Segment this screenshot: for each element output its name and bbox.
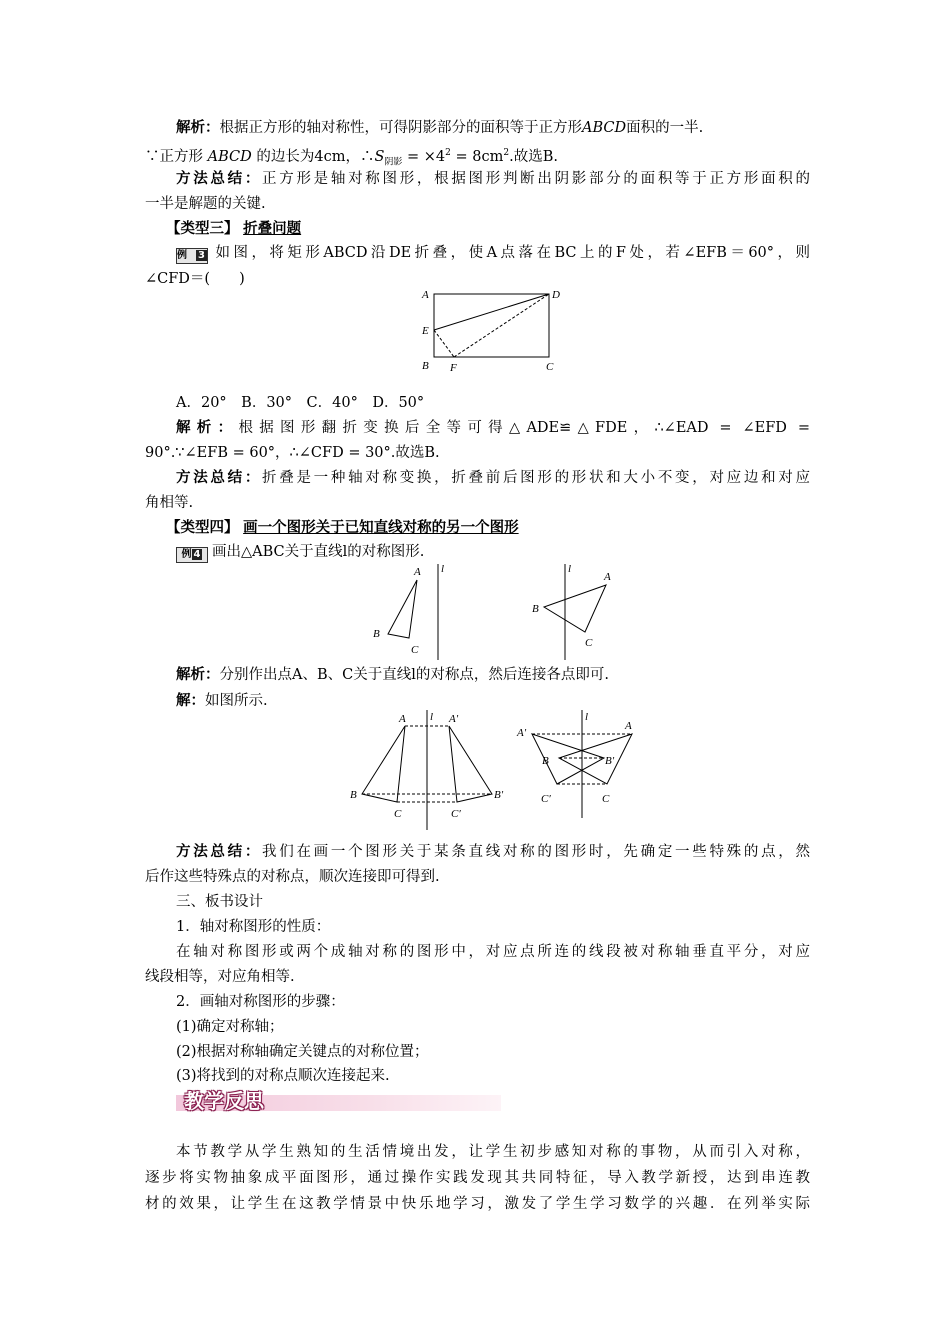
type4-question: 例 4 画出△ABC关于直线l的对称图形. (176, 540, 810, 564)
board-item2: 2．画轴对称图形的步骤： (176, 994, 345, 1010)
triangle-figure-2 (520, 560, 630, 660)
crease-de (434, 294, 549, 330)
type3-question-line2: ∠CFD＝( ) (145, 271, 245, 287)
label-a: A (625, 720, 632, 732)
label-l: l (430, 711, 434, 723)
triangle-abc (362, 726, 405, 802)
label-c: C (411, 644, 419, 656)
label-a-prime: A′ (449, 713, 459, 725)
label-f: F (450, 362, 457, 374)
label-l: l (441, 563, 445, 575)
label-c: C (394, 808, 402, 820)
label-c: C (546, 361, 554, 373)
example-tag: 例 4 (176, 547, 208, 563)
label-d: D (552, 289, 560, 301)
label-a: A (414, 566, 421, 578)
type4-summary-line1: 方法总结：我们在画一个图形关于某条直线对称的图形时，先确定一些特殊的点，然 (176, 843, 811, 860)
label-c: C (602, 793, 610, 805)
label-c: C (585, 637, 593, 649)
type3-heading: 【类型三】 折叠问题 (166, 220, 302, 237)
triangle-abc (388, 580, 417, 638)
label-a: A (604, 571, 611, 583)
type3-question-line1: 例 3 如图，将矩形ABCD沿DE折叠，使A点落在BC上的F处，若∠EFB＝60°，则 (176, 241, 810, 265)
label-b: B (350, 789, 357, 801)
board-item1: 1．轴对称图形的性质： (176, 919, 331, 935)
board-step1: (1)确定对称轴； (176, 1019, 284, 1035)
label-l: l (568, 563, 572, 575)
type3-analysis-line1: 解析：根据图形翻折变换后全等可得△ADE≌△FDE，∴∠EAD = ∠EFD = (176, 419, 810, 436)
type3-summary-line2: 角相等. (145, 495, 194, 511)
board-step3: (3)将找到的对称点顺次连接起来. (176, 1068, 390, 1084)
reflection-banner (176, 1087, 501, 1117)
example-tag: 例 3 (176, 248, 208, 264)
label-l: l (585, 711, 589, 723)
rectangle-fold-figure (410, 284, 570, 376)
type4-analysis: 解析：分别作出点A、B、C关于直线l的对称点，然后连接各点即可. (176, 666, 609, 683)
type4-summary-line2: 后作这些特殊点的对称点，顺次连接即可得到. (145, 869, 440, 885)
banner-title: 教学反思 (184, 1089, 264, 1113)
board-item1-text2: 线段相等，对应角相等. (145, 969, 295, 985)
triangle-figure-1 (360, 560, 460, 660)
type3-summary-line1: 方法总结：折叠是一种轴对称变换，折叠前后图形的形状和大小不变，对应边和对应 (176, 469, 811, 486)
label-e: E (422, 325, 429, 337)
triangle-a2b2c2 (449, 726, 492, 802)
board-heading: 三、板书设计 (176, 894, 263, 910)
label-b-prime: B′ (605, 755, 615, 767)
label-b: B (373, 628, 380, 640)
ex2-summary-line2: 一半是解题的关键. (145, 196, 266, 212)
segment-fd (454, 294, 549, 357)
segment-ef (434, 330, 454, 357)
type3-analysis-line2: 90°.∵∠EFB = 60°，∴∠CFD = 30°.故选B. (145, 445, 440, 461)
board-item1-text1: 在轴对称图形或两个成轴对称的图形中，对应点所连的线段被对称轴垂直平分，对应 (176, 944, 810, 960)
type4-heading: 【类型四】 画一个图形关于已知直线对称的另一个图形 (166, 519, 519, 536)
label-c-prime: C′ (451, 808, 461, 820)
solution-figure-1 (345, 708, 515, 830)
label-a: A (422, 289, 429, 301)
label-c-prime: C′ (541, 793, 551, 805)
ex2-analysis-line1: 解析：根据正方形的轴对称性，可得阴影部分的面积等于正方形ABCD面积的一半. (176, 119, 704, 136)
type3-options: A．20° B．30° C．40° D．50° (176, 395, 425, 411)
reflection-line3: 材的效果，让学生在这教学情景中快乐地学习，激发了学生学习数学的兴趣．在列举实际 (145, 1196, 810, 1212)
reflection-line2: 逐步将实物抽象成平面图形，通过操作实践发现其共同特征，导入教学新授，达到串连教 (145, 1170, 810, 1186)
triangle-abc (544, 585, 606, 632)
type4-solution: 解：如图所示. (176, 692, 268, 709)
board-step2: (2)根据对称轴确定关键点的对称位置； (176, 1044, 429, 1060)
label-b: B (532, 603, 539, 615)
label-b-prime: B′ (494, 789, 504, 801)
solution-figure-2 (512, 708, 647, 818)
ex2-analysis-line2: ∵正方形 ABCD 的边长为4cm，$\therefore S_{阴影} = \times 4^2 = 8cm^2$.故选B. (145, 148, 558, 168)
reflection-line1: 本节教学从学生熟知的生活情境出发，让学生初步感知对称的事物，从而引入对称， (176, 1144, 810, 1160)
label-b: B (542, 755, 549, 767)
label-a: A (399, 713, 406, 725)
label-a-prime: A′ (517, 727, 527, 739)
rect-abcd (434, 294, 549, 357)
ex2-summary-line1: 方法总结：正方形是轴对称图形，根据图形判断出阴影部分的面积等于正方形面积的 (176, 170, 811, 187)
label-b: B (422, 360, 429, 372)
